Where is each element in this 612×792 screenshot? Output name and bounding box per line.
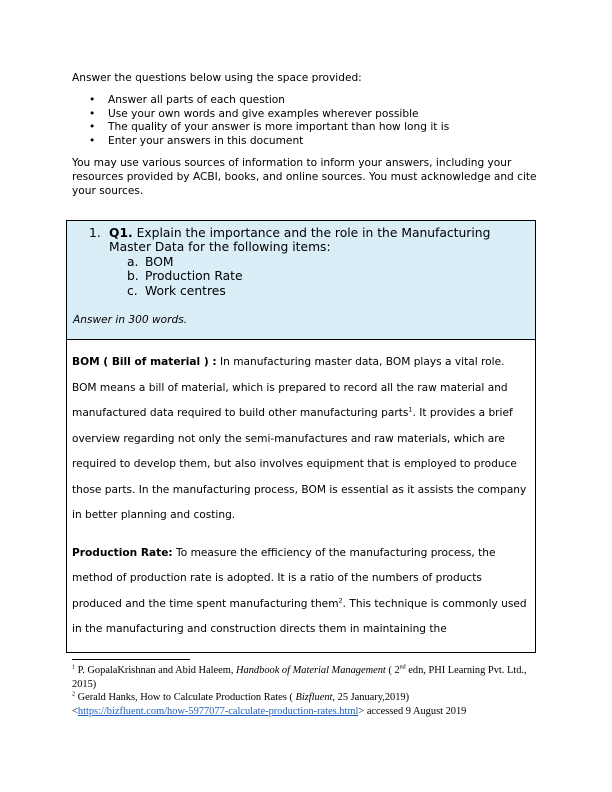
question-label: Q1.: [109, 226, 133, 240]
production-rate-heading: Production Rate:: [72, 546, 173, 559]
bullet-icon: •: [89, 94, 96, 106]
footnote-2: $^2$ Gerald Hanks, How to Calculate Production Rates ( Bizfluent, 25 January,2019) <https://bizfluent.com/how-5977077-calculate-production-rates.html> accessed 9 August 2019: [72, 691, 467, 717]
word-count-note: Answer in 300 words.: [73, 314, 188, 326]
footnote-1: $^1$ P. GopalaKrishnan and Abid Haleem, Handbook of Material Management ( 2nd edn, PHI Learning Pvt. Ltd., 2015): [72, 664, 527, 690]
list-item: • The quality of your answer is more important than how long it is: [89, 121, 450, 134]
bom-heading: BOM ( Bill of material ) :: [72, 356, 217, 368]
list-item: a. BOM: [127, 254, 174, 269]
list-item: • Enter your answers in this document: [89, 134, 304, 147]
footnote-ref[interactable]: 1: [408, 405, 413, 414]
question-cell: [67, 221, 535, 340]
bom-paragraph: BOM ( Bill of material ) : In manufacturing master data, BOM plays a vital role. BOM means a bill of material, which is prepared to record all the raw material and manufactured data required to build other manufacturing parts$^1$. It provides a brief overview regarding not only the semi-manufactures and raw materials, which are required to develop them, but also involves equipment that is employed to produce those parts. In the manufacturing process, BOM is essential as it assists the company in better planning and costing.: [72, 356, 527, 521]
sources-paragraph: You may use various sources of information to inform your answers, including your resources provided by ACBI, books, and online sources. You must acknowledge and cite your sources.: [72, 157, 537, 198]
question-answer-table: [66, 220, 536, 653]
source-link[interactable]: https://bizfluent.com/how-5977077-calculate-production-rates.html: [77, 705, 359, 717]
list-item: • Use your own words and give examples wherever possible: [89, 107, 419, 120]
production-rate-paragraph: Production Rate: To measure the efficiency of the manufacturing process, the method of production rate is adopted. It is a ratio of the numbers of products produced and the time spent manufacturing them$^2$. This technique is commonly used in the manufacturing and construction directs them in maintaining the: [72, 546, 527, 635]
list-item: b. Production Rate: [127, 269, 243, 284]
instructions-section: [72, 71, 540, 198]
footnote-divider: [72, 659, 190, 660]
question-number: 1.: [89, 226, 101, 240]
instruction-list: [72, 94, 540, 148]
answer-cell[interactable]: [67, 340, 535, 652]
list-item: • Answer all parts of each question: [89, 94, 286, 106]
instruction-text: Answer the questions below using the space provided:: [72, 72, 362, 84]
question-item: [89, 226, 529, 298]
footnotes: [72, 664, 542, 718]
bullet-icon: •: [89, 121, 96, 134]
bullet-icon: •: [89, 107, 96, 120]
question-sublist: [127, 255, 529, 298]
list-item: c. Work centres: [127, 283, 226, 298]
footnote-ref[interactable]: 2: [338, 595, 343, 604]
question-text: Explain the importance and the role in the Manufacturing Master Data for the following items:: [109, 226, 491, 255]
bullet-icon: •: [89, 134, 96, 147]
